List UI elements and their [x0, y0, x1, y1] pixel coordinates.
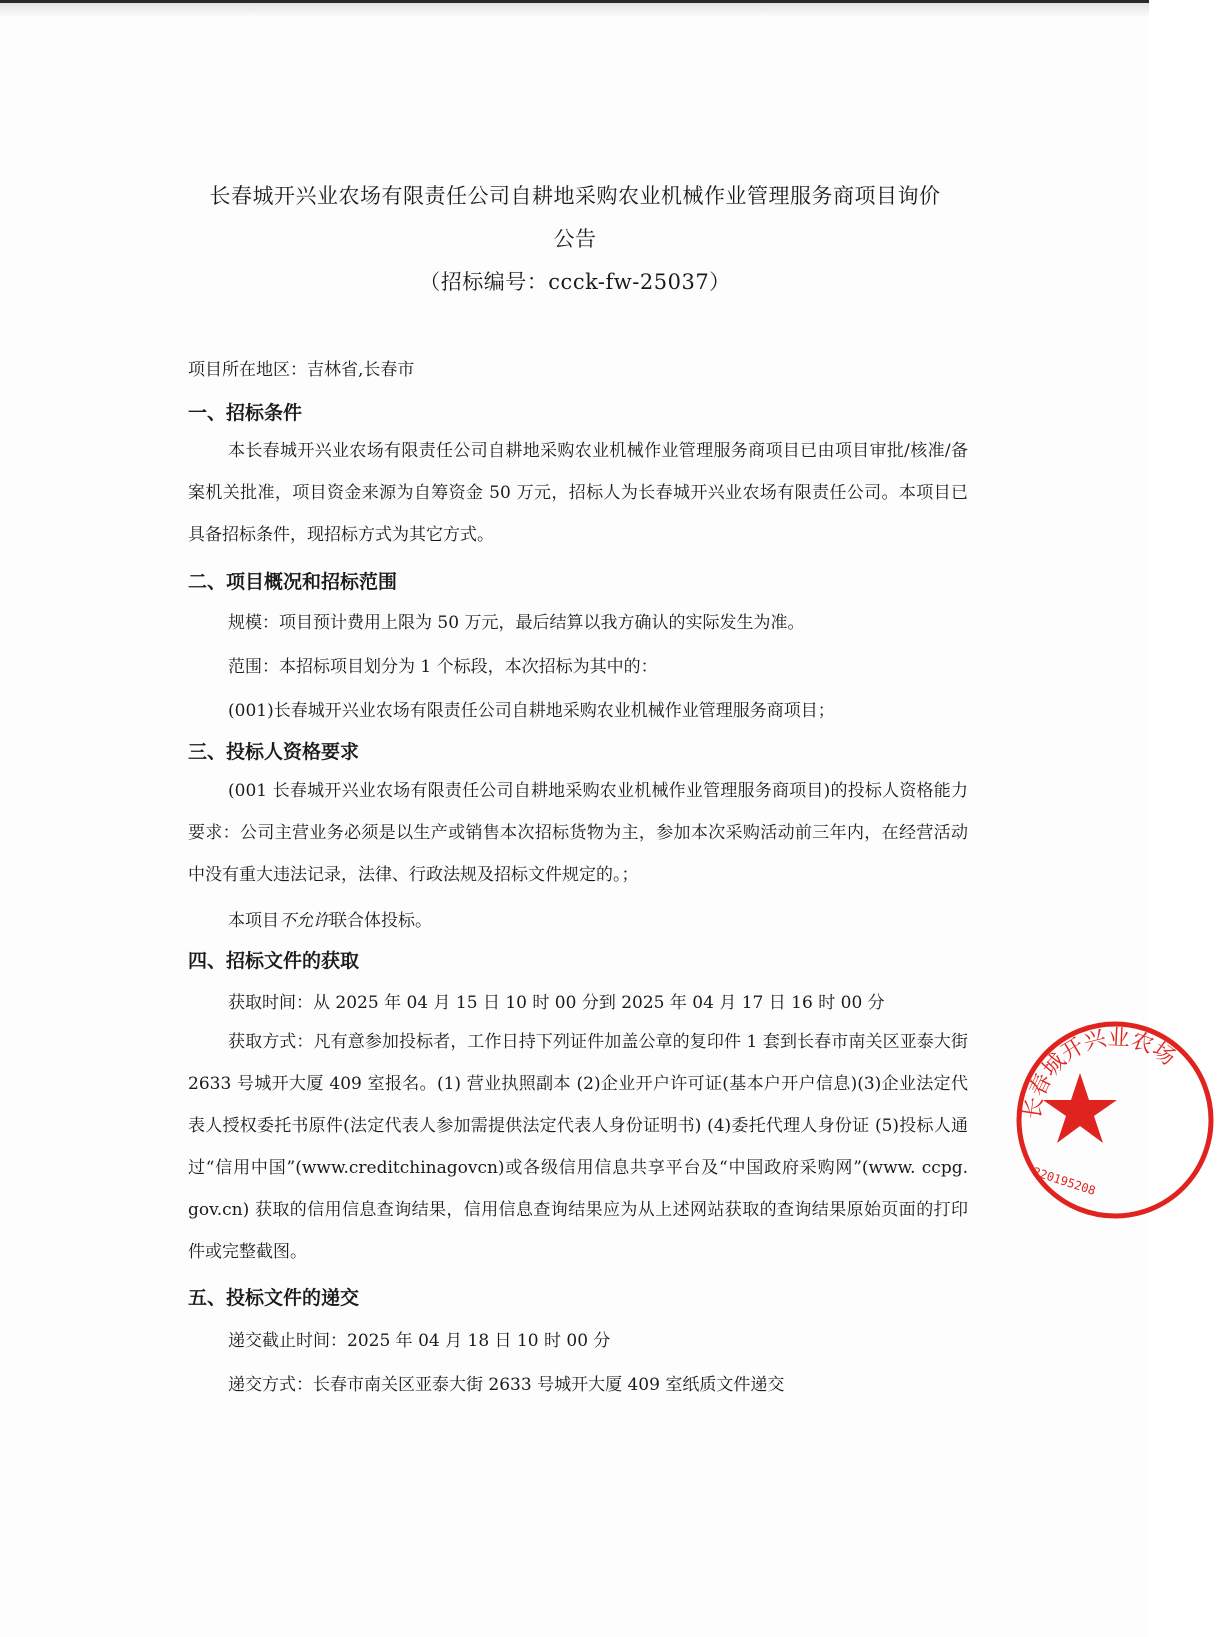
consortium-statement — [228, 906, 432, 931]
section-5-heading: 五、投标文件的递交 — [188, 1287, 360, 1309]
project-scope: 范围：本招标项目划分为 1 个标段，本次招标为其中的： — [228, 657, 658, 677]
title-line-1: 长春城开兴业农场有限责任公司自耕地采购农业机械作业管理服务商项目询价 — [209, 184, 941, 208]
section-4-heading: 四、招标文件的获取 — [188, 950, 360, 972]
title-line-2: 公告 — [553, 227, 597, 251]
seal-name-path: 长春城开兴业农场 — [1020, 1025, 1180, 1121]
section-2-heading: 二、项目概况和招标范围 — [188, 571, 398, 593]
submission-deadline: 递交截止时间：2025 年 04 月 18 日 10 时 00 分 — [228, 1331, 611, 1351]
consortium-suffix: 联合体投标。 — [330, 911, 432, 931]
consortium-prefix: 本项目 — [228, 911, 279, 931]
acquisition-time: 获取时间：从 2025 年 04 月 15 日 10 时 00 分到 2025 年 04 月 17 日 16 时 00 分 — [228, 993, 885, 1013]
consortium-emphasis: 不允许 — [279, 911, 330, 931]
section-1-heading: 一、招标条件 — [188, 402, 303, 424]
company-seal — [1010, 1015, 1220, 1225]
submission-method: 递交方式：长春市南关区亚泰大街 2633 号城开大厦 409 室纸质文件递交 — [228, 1375, 785, 1395]
section-3-heading: 三、投标人资格要求 — [188, 741, 360, 763]
seal-ring — [1019, 1024, 1211, 1216]
project-scale: 规模：项目预计费用上限为 50 万元，最后结算以我方确认的实际发生为准。 — [228, 613, 805, 633]
project-lot: (001)长春城开兴业农场有限责任公司自耕地采购农业机械作业管理服务商项目； — [228, 701, 835, 721]
tender-number: （招标编号：ccck-fw-25037） — [419, 270, 731, 294]
acquisition-method: 获取方式：凡有意参加投标者，工作日持下列证件加盖公章的复印件 1 套到长春市南关区亚泰大街 2633 号城开大厦 409 室报名。(1) 营业执照副本 (2)企业开户许可证(基本户开户信息)(3)企业法定代表人授权委托书原件(法定代表人参加需提供法定代表人身份证明书) (4)委托代理人身份证 (5)投标人通过“信用中国”(www.creditchinagovcn)或各级信用信息共享平台及“中国政府采购网”(www. ccpg. gov.cn) 获取的信用信息查询结果，信用信息查询结果应为从上述网站获取的查询结果原始页面的打印件或完整截图。 — [188, 1032, 968, 1262]
section-1-body: 本长春城开兴业农场有限责任公司自耕地采购农业机械作业管理服务商项目已由项目审批/核准/备案机关批准，项目资金来源为自筹资金 50 万元，招标人为长春城开兴业农场有限责任公司。本项目已具备招标条件，现招标方式为其它方式。 — [188, 441, 968, 545]
scan-smudge — [0, 3, 1149, 17]
section-3-body: (001 长春城开兴业农场有限责任公司自耕地采购农业机械作业管理服务商项目)的投标人资格能力要求：公司主营业务必须是以生产或销售本次招标货物为主，参加本次采购活动前三年内，在经营活动中没有重大违法记录，法律、行政法规及招标文件规定的。； — [188, 781, 968, 885]
seal-code: 220195208 — [1031, 1164, 1098, 1198]
project-location: 项目所在地区：吉林省,长春市 — [188, 360, 415, 380]
